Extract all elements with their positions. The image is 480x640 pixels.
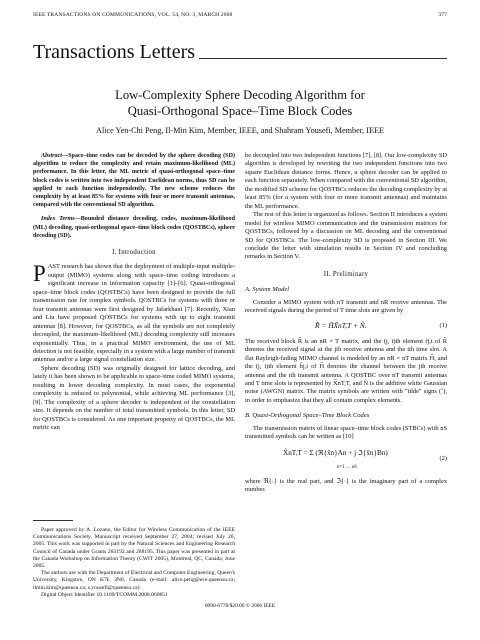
equation-1-body: R̃ = H̃X̃nT,T + Ñ.	[315, 320, 367, 330]
section-heading-introduction: I. Introduction	[112, 249, 156, 257]
equation-2-number: (2)	[439, 454, 447, 462]
page-number: 377	[438, 12, 447, 18]
paper-title	[33, 88, 447, 119]
footnote-paragraph-1: Paper approved by A. Lozano, the Editor for Wireless Communication of the IEEE Communications Society. Manuscript received September 27, 2004; revised July 20, 2005. This work was supported in part by the Natural Sciences and Engineering Research Council of Canada under Grants 283192 and 288195. This paper was presented in part at the Canada Workshop on Information Theory (CWIT 2005), Montreal, QC, Canada, June 2005.	[33, 527, 235, 570]
equation-2-body: X̃nT,T = Σ (ℜ{x̃n}An + j ℑ{x̃n}Bn)	[283, 448, 388, 457]
right-column	[245, 152, 447, 495]
system-model-paragraph-1: Consider a MIMO system with nT transmit and nR receive antennas. The received signals during the period of T time slots are given by	[245, 298, 447, 315]
qostbc-paragraph-1: The transmission matrix of linear space–time block codes (STBCs) with nS transmitted symbols can be written as [10]	[245, 424, 447, 441]
section-title-bar	[33, 40, 447, 62]
index-terms	[33, 215, 235, 240]
equation-2	[245, 445, 447, 475]
system-model-paragraph-2: The received block R̃ is an nR × T matrix, and the (j, t)th element r̃j,t of R̃ denotes the received signal at the jth receive antenna and the tth time slot. A flat Rayleigh-fading MIMO channel is modeled by an nR × nT matrix H̃, and the (j, i)th element h̃j,i of H̃ denotes the channel between the jth receive antenna and the ith transmit antenna. A QOSTBC over nT transmit antennas and T time slots is represented by X̃nT,T, and Ñ is the additive white Gaussian noise (AWGN) matrix. The matrix symbols are written with "tilde" signs (˜), in order to emphasize that they all contain complex elements.	[245, 337, 447, 404]
paper-title-line2: Quasi-Orthogonal Space–Time Block Codes	[127, 103, 353, 118]
abstract	[33, 152, 235, 209]
left-column	[33, 152, 235, 433]
subsection-heading-qostbc: B. Quasi-Orthogonal Space–Time Block Codes	[245, 412, 370, 420]
index-terms-label: Index Terms—	[41, 216, 81, 223]
author-list: Alice Yen-Chi Peng, Il-Min Kim, Member, IEEE, and Shahram Yousefi, Member, IEEE	[96, 126, 384, 135]
right-paragraph-2: The rest of this letter is organized as follows. Section II introduces a system model for wireless MIMO communication and the transmission matrices for QOSTBCs, followed by a discussion on ML decoding and the conventional SD for QOSTBCs. The low-complexity SD is proposed in Section III. We conclude the letter with simulation results in Section IV and concluding remarks in Section V.	[245, 211, 447, 261]
footnote-rule	[33, 520, 73, 521]
section-title: Transactions Letters	[33, 42, 199, 62]
equation-1-number: (1)	[439, 321, 447, 329]
qostbc-paragraph-2: where ℜ{·} is the real part, and ℑ{·} is the imaginary part of a complex number.	[245, 477, 447, 494]
equation-1	[245, 319, 447, 335]
abstract-text: Space–time codes can be decoded by the sphere decoding (SD) algorithm to reduce the complexity and retain maximum-likelihood (ML) performance. In this letter, the ML metric of quasi-orthogonal space–time block codes is written into two independent Euclidean norms, thus SD can be applied to each function independently. The new scheme reduces the complexity by at least 85% for systems with four or more transmit antennas, compared with the conventional SD algorithm.	[33, 153, 235, 209]
equation-2-sum-limits: n=1 … nS	[337, 464, 357, 470]
intro-paragraph-1-text: AST research has shown that the deployment of multiple-input multiple-output (MIMO) systems along with space–time coding introduces a significant increase in information capacity [1]–[6]. Quasi-orthogonal space–time block codes (QOSTBCs) have been designed to provide the full transmission rate for complex symbols. QOSTBCs for systems with three or four transmit antennas were first designed by Jafarkhani [7]. Recently, Xian and Liu have proposed QOSTBCs for systems with up to eight transmit antennas [8]. However, for QOSTBCs, as all the symbols are not completely decoupled, the maximum-likelihood (ML) decoding complexity still increases exponentially. Thus, in a practical MIMO environment, the use of ML detection is not feasible, especially in a system with a large number of transmit antennas and/or a large signal constellation size.	[33, 263, 235, 364]
subsection-heading-system-model: A. System Model	[245, 286, 290, 294]
section-heading-preliminary: II. Preliminary	[323, 270, 369, 278]
footnote-paragraph-2: The authors are with the Department of Electrical and Computer Engineering, Queen's University, Kingston, ON K7L 3N6, Canada (e-mail: alice.peng@ece.queensu.ca; ilmin.kim@queensu.ca; s.yousefi@queensu.ca).	[33, 570, 235, 591]
index-terms-text: Bounded distance decoding, codes, maximum-likelihood (ML) decoding, quasi-orthogonal space–time block codes (QOSTBCs), sphere decoding (SD).	[33, 216, 235, 239]
abstract-label: Abstract—	[41, 153, 69, 159]
running-header	[33, 12, 447, 22]
footnote	[33, 520, 235, 599]
intro-paragraph-1	[33, 263, 235, 364]
drop-cap: P	[33, 261, 46, 287]
right-paragraph-1: be decoupled into two independent functions [7], [8]. Our low-complexity SD algorithm is developed by rewriting the two independent functions into two square Euclidean distance forms. Hence, a sphere decoder can be applied to each function separately. When compared with the conventional SD algorithm, the modified SD scheme for QOSTBCs reduces the decoding complexity by at least 85% (for a system with four or more transmit antennas) and maintains the ML performance.	[245, 152, 447, 210]
copyright-line: 0090-6778/$20.00 © 2006 IEEE	[204, 603, 276, 609]
journal-name: IEEE TRANSACTIONS ON COMMUNICATIONS, VOL. 54, NO. 3, MARCH 2008	[33, 12, 233, 18]
footnote-paragraph-3: Digital Object Identifier 10.1109/TCOMM.2008.060851	[41, 591, 168, 598]
paper-title-line1: Low-Complexity Sphere Decoding Algorithm for	[115, 88, 365, 102]
intro-paragraph-2: Sphere decoding (SD) was originally designed for lattice decoding, and lately it has been shown to be applicable to space–time coded MIMO systems, resulting in lower decoding complexity. In most cases, the exponential complexity is reduced to polynomial, while achieving ML performance [3], [9]. The complexity of a sphere decoder is independent of the constellation size. It depends on the number of total transmitted symbols. In this letter, SD for QOSTBCs is considered. As one important property of QOSTBCs, the ML metric can	[33, 364, 235, 432]
